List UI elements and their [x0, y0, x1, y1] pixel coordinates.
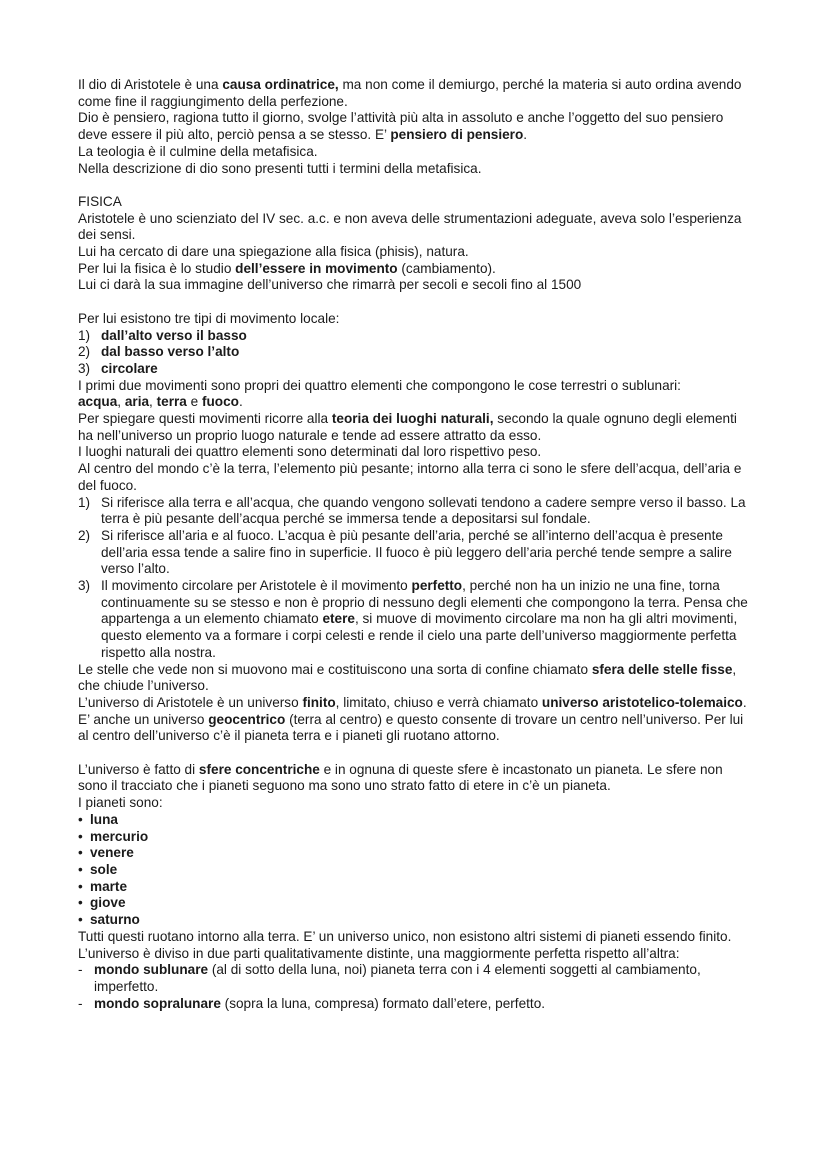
sfere-paragraph: L’universo è fatto di sfere concentriche e in ognuna di queste sfere è incastonato un pianeta. Le sfere non sono il tracciato che i pianeti seguono ma sono uno strato fatto di etere in c’è un pianeta.: [78, 761, 723, 794]
planet-item: • mercurio: [78, 828, 149, 844]
teoria-luoghi-naturali-term: teoria dei luoghi naturali,: [331, 411, 494, 427]
fisica-paragraph-1: Aristotele è uno scienziato del IV sec. a.c. e non aveva delle strumentazioni adeguate, aveva solo l’esperienza dei sensi.: [78, 210, 742, 243]
pianeti-intro: I pianeti sono:: [78, 795, 163, 811]
centro-mondo-paragraph: Al centro del mondo c’è la terra, l’elemento più pesante; intorno alla terra ci sono le sfere dell’acqua, dell’aria e del fuoco.: [78, 461, 742, 493]
intro-paragraph-4: Nella descrizione di dio sono presenti tutti i termini della metafisica.: [78, 160, 482, 176]
movimento-intro: Per lui esistono tre tipi di movimento locale:: [78, 310, 340, 326]
planet-item: • saturno: [78, 912, 140, 928]
planet-item: • giove: [78, 895, 126, 911]
universo-paragraph: L’universo di Aristotele è un universo finito, limitato, chiuso e verrà chiamato universo aristotelico-tolemaico. E’ anche un universo geocentrico (terra al centro) e questo consente di trovare un centro nell’universo. Per lui al centro dell’universo c’è il pianeta terra e i pianeti gli ruotano attorno.: [78, 694, 747, 744]
elements-paragraph: I primi due movimenti sono propri dei quattro elementi che compongono le cose terrestri o sublunari:: [78, 377, 681, 393]
planet-item: • venere: [78, 845, 134, 861]
section-heading-fisica: FISICA: [78, 193, 122, 209]
causa-ordinatrice-term: causa ordinatrice,: [222, 77, 339, 92]
mondo-sopralunare-item: - mondo sopralunare (sopra la luna, compresa) formato dall’etere, perfetto.: [78, 995, 546, 1011]
planet-item: • marte: [78, 878, 128, 894]
stelle-fisse-paragraph: Le stelle che vede non si muovono mai e costituiscono una sorta di confine chiamato sfera delle stelle fisse, che chiude l’universo.: [78, 661, 737, 694]
planet-item: • luna: [78, 811, 118, 827]
explanation-item-2: 2) Si riferisce all’aria e al fuoco. L’acqua è più pesante dell’aria, perché se all’interno dell’acqua è presente dell’aria essa tende a salire fino in superficie. Il fuoco è più leggero dell’aria perché tende sempre a salire verso l’alto.: [78, 527, 732, 577]
essere-in-movimento-term: dell’essere in movimento: [235, 260, 398, 276]
planet-item: • sole: [78, 862, 118, 877]
due-parti-paragraph: L’universo è diviso in due parti qualitativamente distinte, una maggiormente perfetta rispetto all’altra:: [78, 945, 680, 961]
explanation-item-3: 3) Il movimento circolare per Aristotele è il movimento perfetto, perché non ha un inizio ne una fine, torna continuamente su se stesso e non è proprio di nessuno degli elementi che compongono la terra. Pensa che appartenga a un elemento chiamato etere, si muove di movimento circolare ma non ha gli altri movimenti, questo elemento va a formare i corpi celesti e rende il cielo una parte dell’universo maggiormente perfetta rispetto alla nostra.: [78, 578, 748, 660]
pensiero-di-pensiero-term: pensiero di pensiero: [390, 127, 524, 143]
fisica-paragraph-3: Per lui la fisica è lo studio dell’essere in movimento (cambiamento).: [78, 260, 496, 276]
fisica-paragraph-2: Lui ha cercato di dare una spiegazione alla fisica (phisis), natura.: [78, 244, 469, 260]
movement-type-3: 3) circolare: [78, 360, 158, 376]
peso-paragraph: I luoghi naturali dei quattro elementi sono determinati dal loro rispettivo peso.: [78, 444, 542, 460]
intro-paragraph-3: La teologia è il culmine della metafisica.: [78, 143, 318, 159]
intro-paragraph-2: Dio è pensiero, ragiona tutto il giorno, svolge l’attività più alta in assoluto e anche l’oggetto del suo pensiero deve essere il più alto, perciò pensa a se stesso. E’ pensiero di pensiero.: [78, 110, 724, 143]
elements-list: acqua, aria, terra e fuoco.: [78, 394, 243, 410]
movement-type-2: 2) dal basso verso l’alto: [78, 344, 240, 360]
mondo-sublunare-item: - mondo sublunare (al di sotto della luna, noi) pianeta terra con i 4 elementi soggetti al cambiamento, imperfetto.: [78, 962, 701, 994]
universo-unico-paragraph: Tutti questi ruotano intorno alla terra. E’ un universo unico, non esistono altri sistemi di pianeti essendo finito.: [78, 928, 732, 944]
fisica-paragraph-4: Lui ci darà la sua immagine dell’universo che rimarrà per secoli e secoli fino al 1500: [78, 277, 582, 293]
luoghi-naturali-paragraph: Per spiegare questi movimenti ricorre alla teoria dei luoghi naturali, secondo la quale ognuno degli elementi ha nell’universo un proprio luogo naturale e tende ad essere attratto da esso.: [78, 411, 737, 443]
movement-type-1: 1) dall’alto verso il basso: [78, 327, 247, 343]
explanation-item-1: 1) Si riferisce alla terra e all’acqua, che quando vengono sollevati tendono a cadere sempre verso il basso. La terra è più pesante dell’acqua perché se immersa tende a depositarsi sul fondale.: [78, 494, 746, 527]
intro-paragraph-1: Il dio di Aristotele è una causa ordinatrice, ma non come il demiurgo, perché la materia si auto ordina avendo come fine il raggiungimento della perfezione.: [78, 77, 742, 109]
